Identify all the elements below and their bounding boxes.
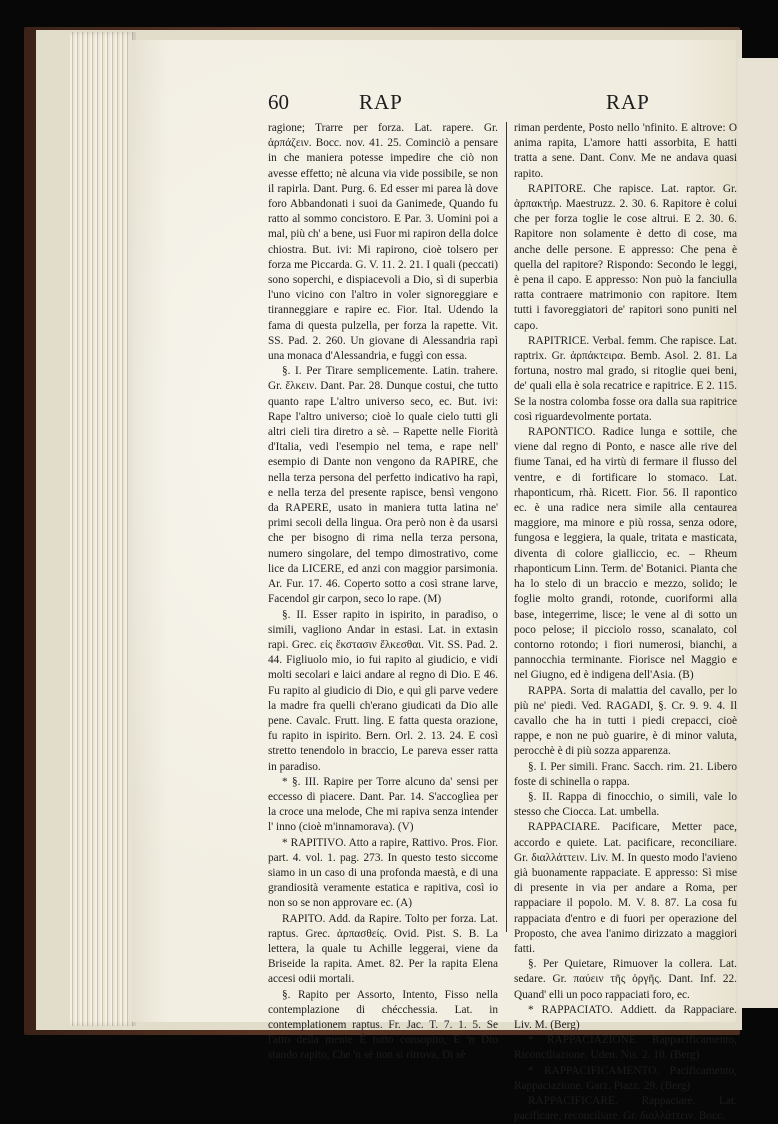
paragraph: RAPITRICE. Verbal. femm. Che rapisce. Lat. raptrix. Gr. ἁρπάκτειρα. Bemb. Asol. 2. 81. La fortuna, nostro mal grado, si ritoglie quei beni, de' quali ella è sola recatrice e rapitrice. E 2. 115. Se la nostra colomba fosse ora dalla sua rapitrice così riguardevolmente portata. <box>514 334 737 423</box>
paragraph: §. II. Rappa di finocchio, o simili, vale lo stesso che Ciocca. Lat. umbella. <box>514 790 737 819</box>
running-head-left: RAP <box>359 90 403 114</box>
paragraph: RAPPA. Sorta di malattia del cavallo, per lo più ne' piedi. Ved. RAGADI, §. Cr. 9. 9. 4. Il cavallo che ha in tutti i piedi crepacci, cioè rappe, e non ne può guarire, è di minor valuta, perocchè è di più sozza apparenza. <box>514 684 737 758</box>
right-text-column <box>514 121 737 1123</box>
paragraph: §. I. Per Tirare semplicemente. Latin. trahere. Gr. ἕλκειν. Dant. Par. 28. Dunque costui, che tutto quanto rape L'altro universo seco, ec. But. ivi: Rape l'altro universo; cioè lo quale cielo tutti gli altri cieli tira diretro a sè. – Rapette nelle Fiorità d'Italia, vedi l'esempio nel tema, e rape nell' esempio di Dante non vengono da RAPIRE, che nella terza persona del perfetto indicativo ha rapì, e nella terza del presente rapisce, bensì vengono da RAPERE, usato in maniera tutta latina ne' primi secoli della lingua. Ora però non è da usarsi che per bisogno di rima nella terza persona, numero singolare, del tempo dimostrativo, come lice da LICERE, ed anzi con maggior parsimonia. Ar. Fur. 17. 46. Coperto sotto a così strane larve, Facendol gir carpon, seco lo rape. (M) <box>268 365 498 606</box>
paragraph: * RAPPACIFICAMENTO. Pacificamento, Rappaciazione. Garz. Piazz. 29. (Berg) <box>514 1064 737 1092</box>
facing-page-edge <box>738 58 778 1008</box>
paragraph: * RAPPACIAZIONE. Rappacificamento, Riconciliazione. Uden. Nis. 2. 10. (Berg) <box>514 1034 737 1062</box>
paragraph: RAPITORE. Che rapisce. Lat. raptor. Gr. ἁρπακτήρ. Maestruzz. 2. 30. 6. Rapitore è colui che per forza toglie le cose altrui. E 2. 30. 6. Rapitore non solamente è detto di cose, ma anche delle persone. E appresso: Che pena è quella del rapitore? Rispondo: Secondo le leggi, è pena il capo. E appresso: Non può la fanciulla ratta contraere matrimonio con rapitore. Item tutti i favoreggiatori de' rapitori sono puniti nel capo. <box>514 182 737 332</box>
paragraph: §. Per Quietare, Rimuover la collera. Lat. sedare. Gr. παύειν τῆς ὀργῆς. Dant. Inf. 22. Quand' elli un poco rappaciati foro, ec. <box>514 958 737 1001</box>
column-divider <box>506 122 507 932</box>
paragraph: riman perdente, Posto nello 'nfinito. E altrove: O anima rapita, L'amore hatti assorbita, E hatti tratta a sene. Dant. Conv. Me ne andava quasi rapito. <box>514 122 737 180</box>
paragraph: * RAPPACIATO. Addiett. da Rappaciare. Liv. M. (Berg) <box>514 1003 737 1031</box>
left-text-column <box>268 121 498 1062</box>
page-number: 60 <box>268 90 289 114</box>
paragraph: ragione; Trarre per forza. Lat. rapere. Gr. ἁρπάζειν. Bocc. nov. 41. 25. Cominciò a pensare in che maniera potesse impedire che ciò non avesse effetto; nè alcuna via vide possibile, se non il rapirla. Dant. Purg. 6. Ed esser mi parea là dove foro Abbandonati i suoi da Ganimede, Quando fu ratto al sommo concistoro. E Par. 3. Uomini poi a mal, più ch' a bene, usi Fuor mi rapiron della dolce chiostra. But. ivi: Mi rapirono, cioè tolsero per forza me Piccarda. G. V. 11. 2. 21. I quali (peccati) sono soperchi, e dispiacevoli a Dio, sì di superbia l'uno vicino con l'altro in voler signoreggiare e tiranneggiare e rapire ec. Fior. Ital. Udendo la fama di questa pulzella, per forza la rapette. Vit. SS. Pad. 2. 260. Un giovane di Alessandria rapì una monaca d'Alessandria, e fuggì con essa. <box>268 122 498 363</box>
paragraph: §. Rapito per Assorto, Intento, Fisso nella contemplazione di chécchessia. Lat. in contemplationem raptus. Fr. Jac. T. 7. 1. 5. Se l'atto della mente È tutto consopito, E 'n Dio stando rapito, Che 'n sè non si ritrova, Di sè <box>268 988 498 1062</box>
paragraph: * RAPITIVO. Atto a rapire, Rattivo. Pros. Fior. part. 4. vol. 1. pag. 273. In questo testo siccome siamo in un caso di una profonda maestà, e di una grandiosità veramente estatica e rapitiva, così io non so se non approvare ec. (A) <box>268 836 498 910</box>
paragraph: §. II. Esser rapito in ispirito, in paradiso, o simili, vagliono Andar in estasi. Lat. in extasin rapi. Grec. εἰς ἔκστασιν ἕλκεσθαι. Vit. SS. Pad. 2. 44. Figliuolo mio, io fui rapito al giudicio, e vidi molti secolari e laici andare al regno di Dio. E 46. Fu rapito al giudicio di Dio, e quì gli parve vedere la madre fra quelli ch'erano giudicati da Dio alle pene. Cavalc. Frutt. ling. E fatta questa orazione, fu rapito in ispirito. Bern. Orl. 2. 13. 24. E così stretto tenendolo in braccio, Le pareva esser ratta in paradiso. <box>268 608 498 773</box>
paragraph: RAPONTICO. Radice lunga e sottile, che viene dal regno di Ponto, e nasce alle rive del fiume Tanai, ed ha virtù di fermare il flusso del ventre, e di fortificare lo stomaco. Lat. rhaponticum, rhà. Ricett. Fior. 56. Il rapontico ec. è una radice nera simile alla centaurea maggiore, ma minore e più rossa, senza odore, fungosa e leggiera, la quale, tritata e masticata, diventa di colore gialliccio, ec. – Rheum rhaponticum Linn. Term. de' Botanici. Pianta che ha lo stelo di un braccio e mezzo, solido; le foglie molto grandi, rotonde, cuoriformi alla base, integerrime, lisce; le vene al di sotto un poco pelose; il picciolo rosso, scanalato, col contorno rotondo; i fiori numerosi, bianchi, a pannocchia terminante. Fiorisce nel Maggio e nel Giugno, ed è indigena dell'Asia. (B) <box>514 426 737 682</box>
paragraph: RAPPACIFICARE. Rappaciare. Lat. pacificare, reconciliare. Gr. διαλλάττειν. Bocc. <box>514 1095 737 1123</box>
paragraph: RAPPACIARE. Pacificare, Metter pace, accordo e quiete. Lat. pacificare, reconciliare. Gr. διαλλάττειν. Liv. M. In questo modo l'avieno già buonamente rappaciate. E appresso: Sì mise di presente in via per andare a Roma, per rappaciare il popolo. M. V. 8. 87. La cosa fu rappaciata d'entro e di fuori per operazione del Proposto, che avea l'animo dirizzato a maggiori fatti. <box>514 821 737 955</box>
page-edges <box>70 32 136 1026</box>
paragraph: * §. III. Rapire per Torre alcuno da' sensi per eccesso di piacere. Dant. Par. 14. S'accoglìea per la croce una melode, Che mi rapiva senza intender l' inno (cioè m'innamorava). (V) <box>268 775 498 834</box>
paragraph: RAPITO. Add. da Rapire. Tolto per forza. Lat. raptus. Grec. ἁρπασθείς. Ovid. Pist. S. B. La lettera, la quale tu Achille leggerai, viene da Briseide la rapita. Amet. 82. Per la rapita Elena accesi odii mortali. <box>268 912 498 986</box>
running-head-right: RAP <box>606 90 650 114</box>
paragraph: §. I. Per simili. Franc. Sacch. rim. 21. Libero foste di schinella o rappa. <box>514 760 737 788</box>
